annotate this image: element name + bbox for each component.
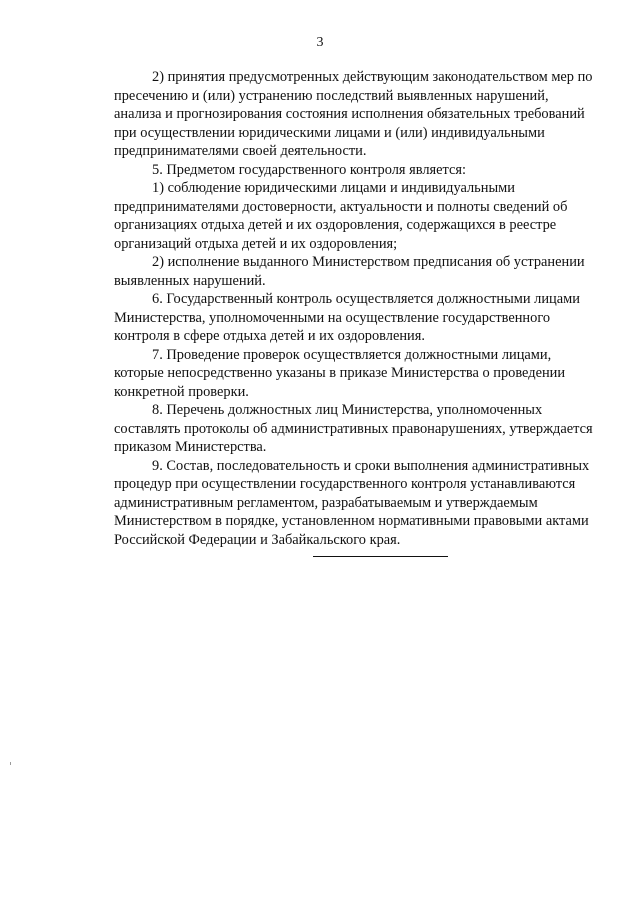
paragraph-section-6: 6. Государственный контроль осуществляется должностными лицами Министерства, уполномоченными на осуществление государственного контроля в сфере отдыха детей и их оздоровления. (114, 291, 580, 344)
paragraph-section-5: 5. Предметом государственного контроля является: (152, 161, 467, 178)
page-number: 3 (316, 35, 324, 50)
paragraph-item-4-2: 2) принятия предусмотренных действующим законодательством мер по пресечению и (или) устранению последствий выявленных нарушений, анализа и прогнозирования состояния исполнения обязательных требований при осуществлении юридическими лицами и (или) индивидуальными предпринимателями своей деятельности. (114, 69, 593, 159)
closing-rule-line (313, 556, 448, 557)
paragraph-section-9: 9. Состав, последовательность и сроки выполнения административных процедур при осуществлении государственного контроля устанавливаются административным регламентом, разрабатываемым и утверждаемым Министерством в порядке, установленном нормативными правовыми актами Российской Федерации и Забайкальского края. (114, 457, 590, 548)
paragraph-section-7: 7. Проведение проверок осуществляется должностными лицами, которые непосредственно указаны в приказе Министерства о проведении конкретной проверки. (114, 346, 566, 400)
document-body (114, 68, 616, 549)
paragraph-item-5-1: 1) соблюдение юридическими лицами и индивидуальными предпринимателями достоверности, актуальности и полноты сведений об организациях отдыха детей и их оздоровления, содержащихся в реестре организаций отдыха детей и их оздоровления; (114, 180, 568, 252)
paragraph-section-8: 8. Перечень должностных лиц Министерства, уполномоченных составлять протоколы об административных правонарушениях, утверждается приказом Министерства. (114, 402, 593, 455)
scan-speck (10, 762, 11, 765)
paragraph-item-5-2: 2) исполнение выданного Министерством предписания об устранении выявленных нарушений. (114, 254, 585, 289)
